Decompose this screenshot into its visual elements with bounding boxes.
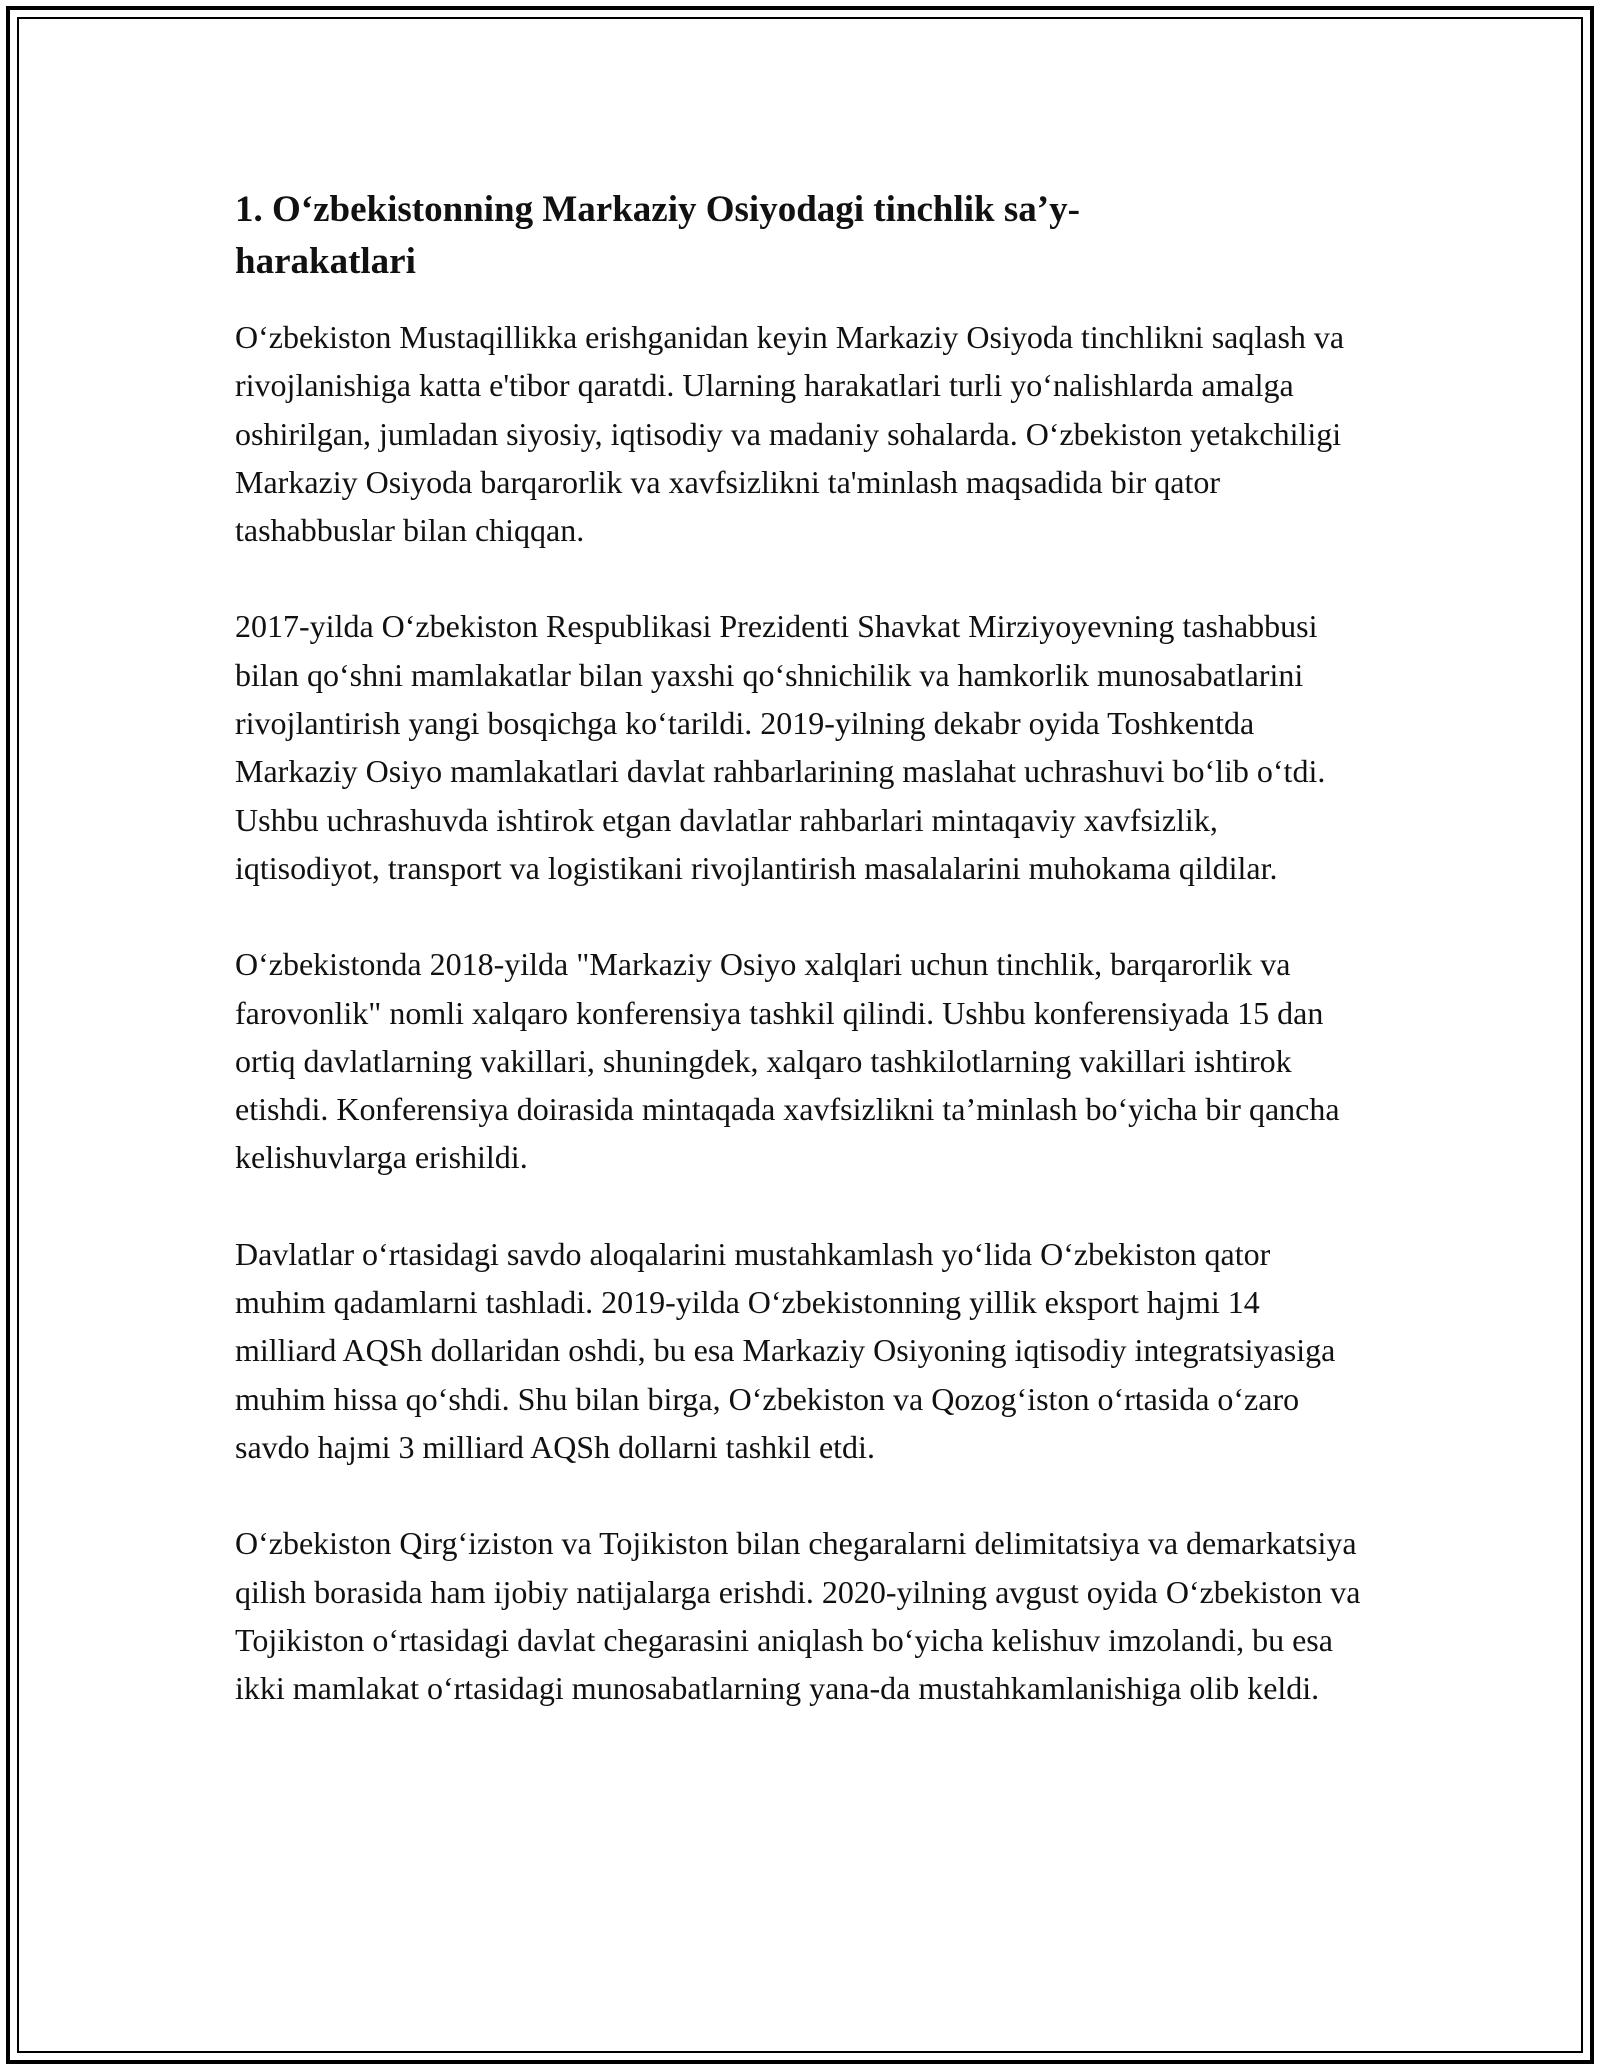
- section-heading: 1. O‘zbekistonning Markaziy Osiyodagi tinchlik sa’y-harakatlari: [235, 189, 1080, 282]
- paragraph-2: 2017-yilda O‘zbekiston Respublikasi Prezidenti Shavkat Mirziyoyevning tashabbusi bilan qo‘shni mamlakatlar bilan yaxshi qo‘shnichilik va hamkorlik munosabatlarini rivojlantirish yangi bosqichga ko‘tarildi. 2019-yilning dekabr oyida Toshkentda Markaziy Osiyo mamlakatlari davlat rahbarlarining maslahat uchrashuvi bo‘lib o‘tdi. Ushbu uchrashuvda ishtirok etgan davlatlar rahbarlari mintaqaviy xavfsizlik, iqtisodiyot, transport va logistikani rivojlantirish masalalarini muhokama qildilar.: [235, 608, 1326, 886]
- document-body: [235, 184, 1365, 1760]
- paragraph-5: O‘zbekiston Qirg‘iziston va Tojikiston bilan chegaralarni delimitatsiya va demarkatsiya qilish borasida ham ijobiy natijalarga erishdi. 2020-yilning avgust oyida O‘zbekiston va Tojikiston o‘rtasidagi davlat chegarasini aniqlash bo‘yicha kelishuv imzolandi, bu esa ikki mamlakat o‘rtasidagi munosabatlarning yana-da mustahkamlanishiga olib keldi.: [235, 1525, 1361, 1707]
- paragraph-4: Davlatlar o‘rtasidagi savdo aloqalarini mustahkamlash yo‘lida O‘zbekiston qator muhim qadamlarni tashladi. 2019-yilda O‘zbekistonning yillik eksport hajmi 14 milliard AQSh dollaridan oshdi, bu esa Markaziy Osiyoning iqtisodiy integratsiyasiga muhim hissa qo‘shdi. Shu bilan birga, O‘zbekiston va Qozog‘iston o‘rtasida o‘zaro savdo hajmi 3 milliard AQSh dollarni tashkil etdi.: [235, 1235, 1336, 1465]
- paragraph-3: O‘zbekistonda 2018-yilda "Markaziy Osiyo xalqlari uchun tinchlik, barqarorlik va farovonlik" nomli xalqaro konferensiya tashkil qilindi. Ushbu konferensiyada 15 dan ortiq davlatlarning vakillari, shuningdek, xalqaro tashkilotlarning vakillari ishtirok etishdi. Konferensiya doirasida mintaqada xavfsizlikni ta’minlash bo‘yicha bir qancha kelishuvlarga erishildi.: [235, 946, 1340, 1176]
- paragraph-1: O‘zbekiston Mustaqillikka erishganidan keyin Markaziy Osiyoda tinchlikni saqlash va rivojlanishiga katta e'tibor qaratdi. Ularning harakatlari turli yo‘nalishlarda amalga oshirilgan, jumladan siyosiy, iqtisodiy va madaniy sohalarda. O‘zbekiston yetakchiligi Markaziy Osiyoda barqarorlik va xavfsizlikni ta'minlash maqsadida bir qator tashabbuslar bilan chiqqan.: [235, 319, 1345, 549]
